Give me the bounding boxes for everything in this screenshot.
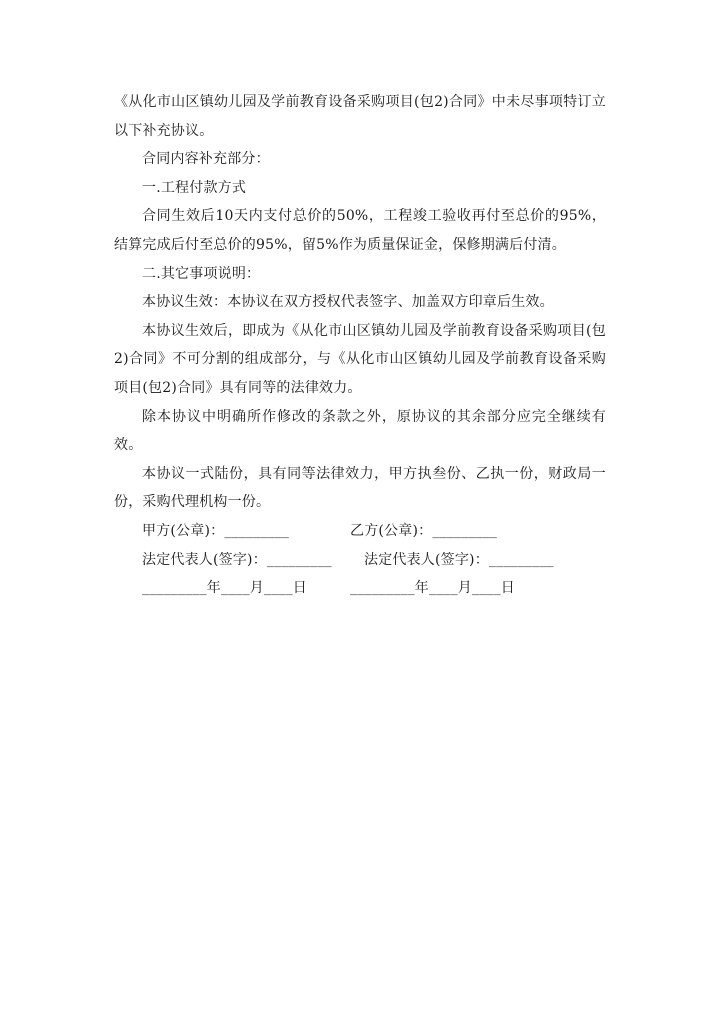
- signature-row-representative: [114, 546, 606, 575]
- paragraph-remaining-terms: 除本协议中明确所作修改的条款之外，原协议的其余部分应完全继续有效。: [114, 408, 606, 454]
- paragraph-intro: 《从化市山区镇幼儿园及学前教育设备采购项目(包2)合同》中未尽事项特订立以下补充协议。: [114, 94, 606, 139]
- section-heading-other: 二.其它事项说明：: [142, 265, 261, 282]
- signature-row-date: [114, 574, 606, 603]
- paragraph-payment-terms: 合同生效后10天内支付总价的50%，工程竣工验收再付至总价的95%，结算完成后付至总价的95%，留5%作为质量保证金，保修期满后付清。: [114, 208, 606, 253]
- paragraph-effectiveness: 本协议生效：本协议在双方授权代表签字、加盖双方印章后生效。: [142, 294, 554, 311]
- party-a-date-field: _________年____月____日: [142, 580, 307, 597]
- paragraph-copies: 本协议一式陆份，具有同等法律效力，甲方执叁份、乙执一份，财政局一份，采购代理机构一份。: [114, 465, 606, 511]
- party-a-seal-field: 甲方(公章)：_________: [142, 522, 290, 539]
- signature-row-seal: [114, 517, 606, 546]
- party-a-representative-field: 法定代表人(签字)：_________: [142, 551, 332, 568]
- party-b-date-field: _________年____月____日: [350, 580, 515, 597]
- section-heading-payment: 一.工程付款方式: [142, 179, 247, 196]
- party-b-seal-field: 乙方(公章)：_________: [350, 522, 498, 539]
- document-body: [114, 88, 606, 603]
- paragraph-supplement-heading: 合同内容补充部分：: [142, 151, 270, 168]
- paragraph-integral-part: 本协议生效后，即成为《从化市山区镇幼儿园及学前教育设备采购项目(包2)合同》不可分割的组成部分，与《从化市山区镇幼儿园及学前教育设备采购项目(包2)合同》具有同等的法律效力。: [114, 322, 606, 396]
- party-b-representative-field: 法定代表人(签字)：_________: [364, 551, 554, 568]
